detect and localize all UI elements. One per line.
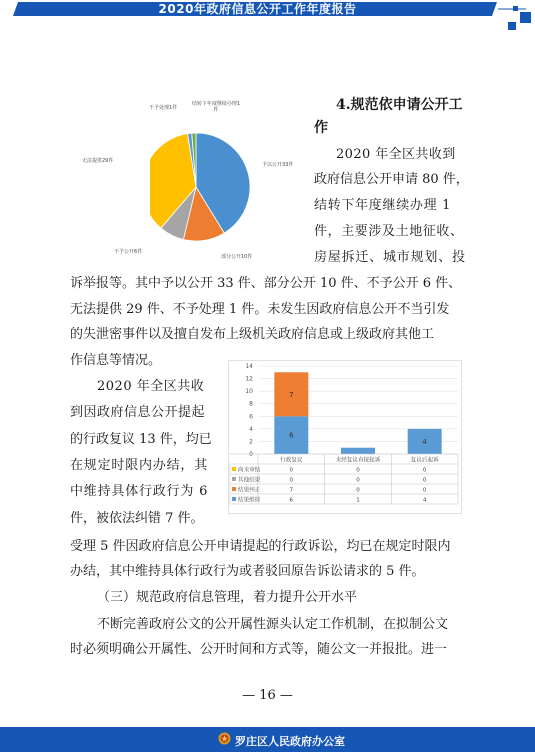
y-tick-label: 10 xyxy=(245,388,253,396)
y-tick-label: 6 xyxy=(249,413,253,421)
series-name: 尚未审结 xyxy=(238,467,261,474)
para1-line: 结转下年度继续办理 1 xyxy=(314,198,452,213)
para1-line: 政府信息公开申请 80 件， xyxy=(314,172,469,187)
para1-line: 作信息等情况。 xyxy=(70,353,162,368)
section3-title: （三）规范政府信息管理，着力提升公开水平 xyxy=(97,590,358,605)
para2-line: 在规定时限内办结，其 xyxy=(70,458,209,473)
table-value: 7 xyxy=(289,487,294,494)
pie-label-partial: 部分公开10件 xyxy=(221,254,253,260)
page-number: — 16 — xyxy=(242,688,293,703)
para1-line: 的失泄密事件以及擅自发布上级机关政府信息或上级政府其他工 xyxy=(70,327,435,342)
y-tick-label: 8 xyxy=(249,400,253,408)
table-value: 0 xyxy=(356,477,360,484)
pie-label-unavailable: 无法提供29件 xyxy=(82,158,114,164)
table-value: 0 xyxy=(289,477,294,484)
bar-value-label: 4 xyxy=(422,437,427,446)
para2-line: 2020 年全区共收 xyxy=(97,379,205,394)
para2-line: 办结，其中维持具体行政行为或者驳回原告诉讼请求的 5 件。 xyxy=(70,564,425,579)
category-label: 行政复议 xyxy=(280,457,303,464)
table-value: 6 xyxy=(289,497,294,504)
table-value: 1 xyxy=(356,497,360,504)
para1-line: 2020 年全区共收到 xyxy=(336,147,456,162)
y-tick-label: 14 xyxy=(245,363,253,370)
series-name: 结果维持 xyxy=(238,497,261,504)
y-tick-label: 0 xyxy=(249,451,253,458)
bar-value-label: 6 xyxy=(289,431,294,440)
corner-decoration xyxy=(498,0,535,40)
footer-text: 罗庄区人民政府办公室 xyxy=(235,735,345,748)
table-value: 0 xyxy=(356,467,360,474)
table-value: 0 xyxy=(422,477,427,484)
para1-line: 无法提供 29 件、不予处理 1 件。未发生因政府信息公开不当引发 xyxy=(70,302,450,317)
section4-title-line2: 作 xyxy=(314,120,328,136)
legend-swatch xyxy=(232,477,236,481)
y-tick-label: 2 xyxy=(249,438,253,446)
y-tick-label: 4 xyxy=(249,425,253,433)
para1-line: 件，主要涉及土地征收、 xyxy=(314,224,464,239)
para1-line: 诉举报等。其中予以公开 33 件、部分公开 10 件、不予公开 6 件、 xyxy=(70,276,462,291)
pie-chart xyxy=(150,115,250,255)
section4-title-line1: 4.规范依申请公开工 xyxy=(336,97,463,113)
y-tick-label: 12 xyxy=(245,375,253,383)
legend-swatch xyxy=(232,487,236,491)
series-name: 结果纠正 xyxy=(238,487,261,494)
para1-line: 房屋拆迁、城市规划、投 xyxy=(314,250,466,265)
bar-value-label: 7 xyxy=(289,390,294,399)
pie-label-carryover: 结转下年度继续办理1件 xyxy=(191,101,241,113)
table-value: 4 xyxy=(422,497,427,504)
legend-swatch xyxy=(232,467,236,471)
header-title: 2020年政府信息公开工作年度报告 xyxy=(158,2,357,16)
table-value: 0 xyxy=(422,467,427,474)
category-label: 未经复议直接起诉 xyxy=(335,457,381,464)
para2-line: 件，被依法纠错 7 件。 xyxy=(70,511,204,526)
table-value: 0 xyxy=(289,467,294,474)
para3-line: 时必须明确公开属性、公开时间和方式等，随公文一并报批。进一 xyxy=(70,642,448,657)
bar-segment xyxy=(341,448,375,454)
para2-line: 受理 5 件因政府信息公开申请提起的行政诉讼，均已在规定时限内 xyxy=(70,539,451,554)
para2-line: 的行政复议 13 件，均已 xyxy=(70,432,212,447)
category-label: 复议后起诉 xyxy=(410,457,439,464)
emblem-icon xyxy=(218,732,231,745)
pie-label-public: 予以公开33件 xyxy=(262,162,294,168)
table-value: 0 xyxy=(356,487,360,494)
pie-label-not-processed: 不予处理1件 xyxy=(149,105,178,111)
para3-line: 不断完善政府公文的公开属性源头认定工作机制，在拟制公文 xyxy=(97,617,449,632)
series-name: 其他结果 xyxy=(238,477,261,484)
para2-line: 中维持具体行政行为 6 xyxy=(70,484,209,499)
bar-chart xyxy=(228,360,462,514)
table-value: 0 xyxy=(422,487,427,494)
pie-label-not-public: 不予公开6件 xyxy=(114,249,143,255)
legend-swatch xyxy=(232,497,236,501)
para2-line: 到因政府信息公开提起 xyxy=(70,405,206,420)
